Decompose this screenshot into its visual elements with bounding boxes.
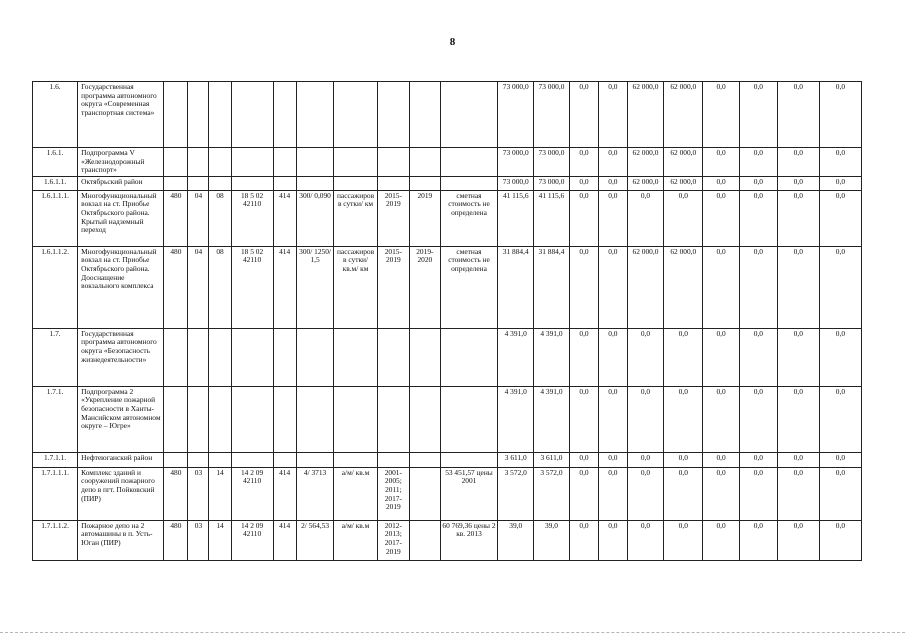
cell-financing-period (410, 328, 440, 386)
cell-local-adjusted: 0,0 (739, 190, 777, 246)
cell-object-name: Пожарное депо на 2 автомашины в п. Усть-Юган (ПИР) (78, 520, 164, 560)
cell-estimated-cost (440, 328, 498, 386)
cell-regional-adjusted: 62 000,0 (664, 148, 703, 177)
table-row (33, 190, 862, 246)
cell-row-number: 1.6.1.1.2. (33, 246, 78, 328)
cell-capacity-unit (334, 452, 377, 467)
cell-total-plan: 73 000,0 (498, 82, 534, 148)
cell-section-code (188, 82, 209, 148)
cell-total-plan: 4 391,0 (498, 386, 534, 452)
cell-ministry-code: 480 (164, 467, 188, 520)
cell-estimated-cost: 53 451,57 цены 2001 (440, 467, 498, 520)
table-row (33, 452, 862, 467)
cell-subsection-code: 08 (209, 190, 231, 246)
cell-target-article (231, 176, 273, 190)
cell-object-name: Нефтеюганский район (78, 452, 164, 467)
cell-financing-period (410, 520, 440, 560)
cell-local-plan: 0,0 (703, 176, 740, 190)
cell-total-plan: 3 611,0 (498, 452, 534, 467)
table-row (33, 467, 862, 520)
table-row (33, 176, 862, 190)
cell-financing-period (410, 467, 440, 520)
cell-capacity-unit (334, 148, 377, 177)
cell-construction-period: 2012-2013; 2017-2019 (377, 520, 410, 560)
cell-total-adjusted: 4 391,0 (534, 386, 570, 452)
cell-federal-adjusted: 0,0 (599, 386, 627, 452)
cell-regional-adjusted: 0,0 (664, 190, 703, 246)
cell-expense-type (273, 452, 296, 467)
cell-estimated-cost (440, 176, 498, 190)
cell-regional-adjusted: 0,0 (664, 467, 703, 520)
cell-total-adjusted: 3 611,0 (534, 452, 570, 467)
cell-total-plan: 31 884,4 (498, 246, 534, 328)
cell-financing-period (410, 176, 440, 190)
cell-other-adjusted: 0,0 (819, 328, 861, 386)
cell-regional-plan: 62 000,0 (627, 148, 664, 177)
cell-construction-period (377, 386, 410, 452)
cell-estimated-cost: сметная стоимость не определена (440, 246, 498, 328)
cell-capacity (296, 176, 334, 190)
cell-section-code (188, 452, 209, 467)
cell-federal-plan: 0,0 (569, 82, 598, 148)
cell-capacity-unit (334, 328, 377, 386)
cell-other-adjusted: 0,0 (819, 386, 861, 452)
cell-financing-period (410, 452, 440, 467)
cell-other-plan: 0,0 (777, 386, 819, 452)
cell-capacity (296, 328, 334, 386)
cell-federal-plan: 0,0 (569, 176, 598, 190)
budget-table-body (33, 82, 862, 561)
cell-row-number: 1.7.1.1.2. (33, 520, 78, 560)
cell-local-adjusted: 0,0 (739, 82, 777, 148)
cell-target-article (231, 386, 273, 452)
cell-capacity (296, 452, 334, 467)
cell-federal-adjusted: 0,0 (599, 190, 627, 246)
cell-total-adjusted: 73 000,0 (534, 82, 570, 148)
cell-financing-period: 2019-2020 (410, 246, 440, 328)
cell-section-code (188, 386, 209, 452)
cell-ministry-code: 480 (164, 520, 188, 560)
cell-other-plan: 0,0 (777, 190, 819, 246)
cell-subsection-code (209, 386, 231, 452)
cell-federal-plan: 0,0 (569, 452, 598, 467)
cell-federal-adjusted: 0,0 (599, 520, 627, 560)
cell-capacity (296, 386, 334, 452)
cell-expense-type (273, 386, 296, 452)
cell-federal-adjusted: 0,0 (599, 246, 627, 328)
cell-regional-plan: 0,0 (627, 190, 664, 246)
cell-capacity-unit (334, 176, 377, 190)
cell-capacity-unit: пассажиров в сутки/ кв.м/ км (334, 246, 377, 328)
cell-expense-type: 414 (273, 520, 296, 560)
cell-regional-adjusted: 62 000,0 (664, 82, 703, 148)
cell-regional-plan: 62 000,0 (627, 176, 664, 190)
cell-local-adjusted: 0,0 (739, 520, 777, 560)
cell-federal-plan: 0,0 (569, 386, 598, 452)
cell-construction-period (377, 328, 410, 386)
cell-capacity-unit: а/м/ кв.м (334, 467, 377, 520)
cell-total-adjusted: 73 000,0 (534, 176, 570, 190)
cell-other-adjusted: 0,0 (819, 82, 861, 148)
cell-ministry-code: 480 (164, 246, 188, 328)
cell-federal-plan: 0,0 (569, 328, 598, 386)
cell-federal-adjusted: 0,0 (599, 452, 627, 467)
cell-local-adjusted: 0,0 (739, 148, 777, 177)
cell-local-adjusted: 0,0 (739, 452, 777, 467)
cell-federal-adjusted: 0,0 (599, 328, 627, 386)
cell-regional-plan: 62 000,0 (627, 246, 664, 328)
cell-section-code (188, 148, 209, 177)
cell-local-plan: 0,0 (703, 467, 740, 520)
cell-estimated-cost: сметная стоимость не определена (440, 190, 498, 246)
cell-regional-adjusted: 0,0 (664, 386, 703, 452)
cell-subsection-code (209, 176, 231, 190)
cell-regional-plan: 0,0 (627, 467, 664, 520)
cell-section-code: 03 (188, 467, 209, 520)
cell-other-plan: 0,0 (777, 520, 819, 560)
cell-section-code: 04 (188, 246, 209, 328)
cell-other-plan: 0,0 (777, 246, 819, 328)
cell-federal-adjusted: 0,0 (599, 467, 627, 520)
cell-other-plan: 0,0 (777, 452, 819, 467)
cell-local-plan: 0,0 (703, 520, 740, 560)
cell-capacity: 300/ 0,090 (296, 190, 334, 246)
cell-expense-type: 414 (273, 467, 296, 520)
cell-other-adjusted: 0,0 (819, 452, 861, 467)
cell-total-plan: 3 572,0 (498, 467, 534, 520)
cell-expense-type (273, 82, 296, 148)
cell-total-plan: 73 000,0 (498, 176, 534, 190)
cell-capacity-unit: а/м/ кв.м (334, 520, 377, 560)
cell-other-plan: 0,0 (777, 148, 819, 177)
cell-local-plan: 0,0 (703, 148, 740, 177)
table-row (33, 386, 862, 452)
cell-other-adjusted: 0,0 (819, 176, 861, 190)
cell-other-plan: 0,0 (777, 328, 819, 386)
cell-row-number: 1.7. (33, 328, 78, 386)
cell-ministry-code (164, 386, 188, 452)
cell-expense-type (273, 328, 296, 386)
cell-capacity-unit (334, 386, 377, 452)
cell-other-plan: 0,0 (777, 82, 819, 148)
cell-local-adjusted: 0,0 (739, 246, 777, 328)
table-row (33, 520, 862, 560)
cell-target-article (231, 148, 273, 177)
cell-regional-plan: 62 000,0 (627, 82, 664, 148)
cell-row-number: 1.6.1.1. (33, 176, 78, 190)
cell-regional-adjusted: 0,0 (664, 452, 703, 467)
cell-federal-plan: 0,0 (569, 520, 598, 560)
cell-regional-plan: 0,0 (627, 386, 664, 452)
cell-ministry-code: 480 (164, 190, 188, 246)
cell-federal-plan: 0,0 (569, 190, 598, 246)
cell-regional-plan: 0,0 (627, 328, 664, 386)
cell-subsection-code (209, 452, 231, 467)
cell-construction-period (377, 148, 410, 177)
cell-section-code (188, 328, 209, 386)
cell-target-article: 18 5 02 42110 (231, 190, 273, 246)
cell-object-name: Подпрограмма V «Железнодорожный транспорт» (78, 148, 164, 177)
cell-capacity-unit: пассажиров в сутки/ км (334, 190, 377, 246)
cell-row-number: 1.7.1. (33, 386, 78, 452)
cell-total-adjusted: 39,0 (534, 520, 570, 560)
cell-ministry-code (164, 452, 188, 467)
cell-target-article (231, 452, 273, 467)
cell-total-adjusted: 41 115,6 (534, 190, 570, 246)
cell-target-article: 18 5 02 42110 (231, 246, 273, 328)
cell-section-code: 03 (188, 520, 209, 560)
cell-target-article: 14 2 09 42110 (231, 467, 273, 520)
cell-regional-adjusted: 0,0 (664, 520, 703, 560)
cell-federal-plan: 0,0 (569, 148, 598, 177)
cell-expense-type: 414 (273, 190, 296, 246)
cell-target-article (231, 82, 273, 148)
cell-object-name: Октябрьский район (78, 176, 164, 190)
budget-table (32, 81, 862, 561)
cell-other-adjusted: 0,0 (819, 190, 861, 246)
table-row (33, 246, 862, 328)
cell-object-name: Многофункциональный вокзал на ст. Приобье Октябрьского района. Крытый надземный переход (78, 190, 164, 246)
cell-regional-adjusted: 62 000,0 (664, 176, 703, 190)
cell-financing-period (410, 82, 440, 148)
cell-object-name: Подпрограмма 2 «Укрепление пожарной безопасности в Ханты-Мансийском автономном округе – Югре» (78, 386, 164, 452)
cell-total-adjusted: 3 572,0 (534, 467, 570, 520)
cell-capacity-unit (334, 82, 377, 148)
cell-target-article (231, 328, 273, 386)
cell-construction-period (377, 82, 410, 148)
cell-estimated-cost: 60 769,36 цены 2 кв. 2013 (440, 520, 498, 560)
cell-other-plan: 0,0 (777, 467, 819, 520)
cell-capacity: 300/ 1250/ 1,5 (296, 246, 334, 328)
table-row (33, 148, 862, 177)
cell-federal-adjusted: 0,0 (599, 148, 627, 177)
cell-subsection-code: 14 (209, 467, 231, 520)
cell-subsection-code: 14 (209, 520, 231, 560)
cell-construction-period (377, 176, 410, 190)
cell-object-name: Комплекс зданий и сооружений пожарного депо в пгт. Пойковский (ПИР) (78, 467, 164, 520)
cell-local-plan: 0,0 (703, 386, 740, 452)
cell-other-adjusted: 0,0 (819, 148, 861, 177)
cell-federal-plan: 0,0 (569, 467, 598, 520)
cell-total-adjusted: 31 884,4 (534, 246, 570, 328)
cell-expense-type (273, 148, 296, 177)
cell-subsection-code (209, 148, 231, 177)
cell-object-name: Государственная программа автономного округа «Безопасность жизнедеятельности» (78, 328, 164, 386)
cell-local-plan: 0,0 (703, 452, 740, 467)
cell-row-number: 1.6.1. (33, 148, 78, 177)
cell-subsection-code (209, 328, 231, 386)
cell-total-adjusted: 73 000,0 (534, 148, 570, 177)
cell-target-article: 14 2 09 42110 (231, 520, 273, 560)
cell-capacity (296, 148, 334, 177)
cell-regional-adjusted: 0,0 (664, 328, 703, 386)
cell-federal-plan: 0,0 (569, 246, 598, 328)
cell-regional-plan: 0,0 (627, 452, 664, 467)
cell-estimated-cost (440, 452, 498, 467)
cell-construction-period: 2001-2005; 2011; 2017-2019 (377, 467, 410, 520)
cell-federal-adjusted: 0,0 (599, 82, 627, 148)
cell-object-name: Государственная программа автономного округа «Современная транспортная система» (78, 82, 164, 148)
cell-section-code (188, 176, 209, 190)
cell-local-plan: 0,0 (703, 190, 740, 246)
cell-financing-period (410, 386, 440, 452)
scan-edge-line (0, 632, 905, 633)
cell-local-plan: 0,0 (703, 328, 740, 386)
cell-local-adjusted: 0,0 (739, 176, 777, 190)
cell-other-plan: 0,0 (777, 176, 819, 190)
cell-total-plan: 41 115,6 (498, 190, 534, 246)
cell-capacity (296, 82, 334, 148)
cell-local-adjusted: 0,0 (739, 328, 777, 386)
cell-row-number: 1.6.1.1.1. (33, 190, 78, 246)
cell-capacity: 4/ 3713 (296, 467, 334, 520)
cell-construction-period: 2015-2019 (377, 190, 410, 246)
cell-capacity: 2/ 564,53 (296, 520, 334, 560)
cell-construction-period: 2015-2019 (377, 246, 410, 328)
cell-section-code: 04 (188, 190, 209, 246)
table-row (33, 328, 862, 386)
cell-estimated-cost (440, 148, 498, 177)
cell-ministry-code (164, 328, 188, 386)
cell-ministry-code (164, 176, 188, 190)
cell-construction-period (377, 452, 410, 467)
cell-total-plan: 73 000,0 (498, 148, 534, 177)
cell-local-plan: 0,0 (703, 246, 740, 328)
cell-financing-period (410, 148, 440, 177)
cell-row-number: 1.7.1.1.1. (33, 467, 78, 520)
cell-total-plan: 4 391,0 (498, 328, 534, 386)
cell-estimated-cost (440, 82, 498, 148)
cell-local-adjusted: 0,0 (739, 467, 777, 520)
cell-ministry-code (164, 148, 188, 177)
cell-local-adjusted: 0,0 (739, 386, 777, 452)
cell-estimated-cost (440, 386, 498, 452)
cell-regional-plan: 0,0 (627, 520, 664, 560)
cell-other-adjusted: 0,0 (819, 246, 861, 328)
cell-regional-adjusted: 62 000,0 (664, 246, 703, 328)
cell-row-number: 1.7.1.1. (33, 452, 78, 467)
cell-row-number: 1.6. (33, 82, 78, 148)
table-row (33, 82, 862, 148)
cell-other-adjusted: 0,0 (819, 520, 861, 560)
page-number: 8 (449, 36, 456, 48)
cell-federal-adjusted: 0,0 (599, 176, 627, 190)
cell-other-adjusted: 0,0 (819, 467, 861, 520)
cell-ministry-code (164, 82, 188, 148)
cell-expense-type: 414 (273, 246, 296, 328)
cell-financing-period: 2019 (410, 190, 440, 246)
cell-object-name: Многофункциональный вокзал на ст. Приобье Октябрьского района. Дооснащение вокзального комплекса (78, 246, 164, 328)
cell-subsection-code (209, 82, 231, 148)
cell-total-adjusted: 4 391,0 (534, 328, 570, 386)
cell-local-plan: 0,0 (703, 82, 740, 148)
cell-expense-type (273, 176, 296, 190)
cell-total-plan: 39,0 (498, 520, 534, 560)
cell-subsection-code: 08 (209, 246, 231, 328)
